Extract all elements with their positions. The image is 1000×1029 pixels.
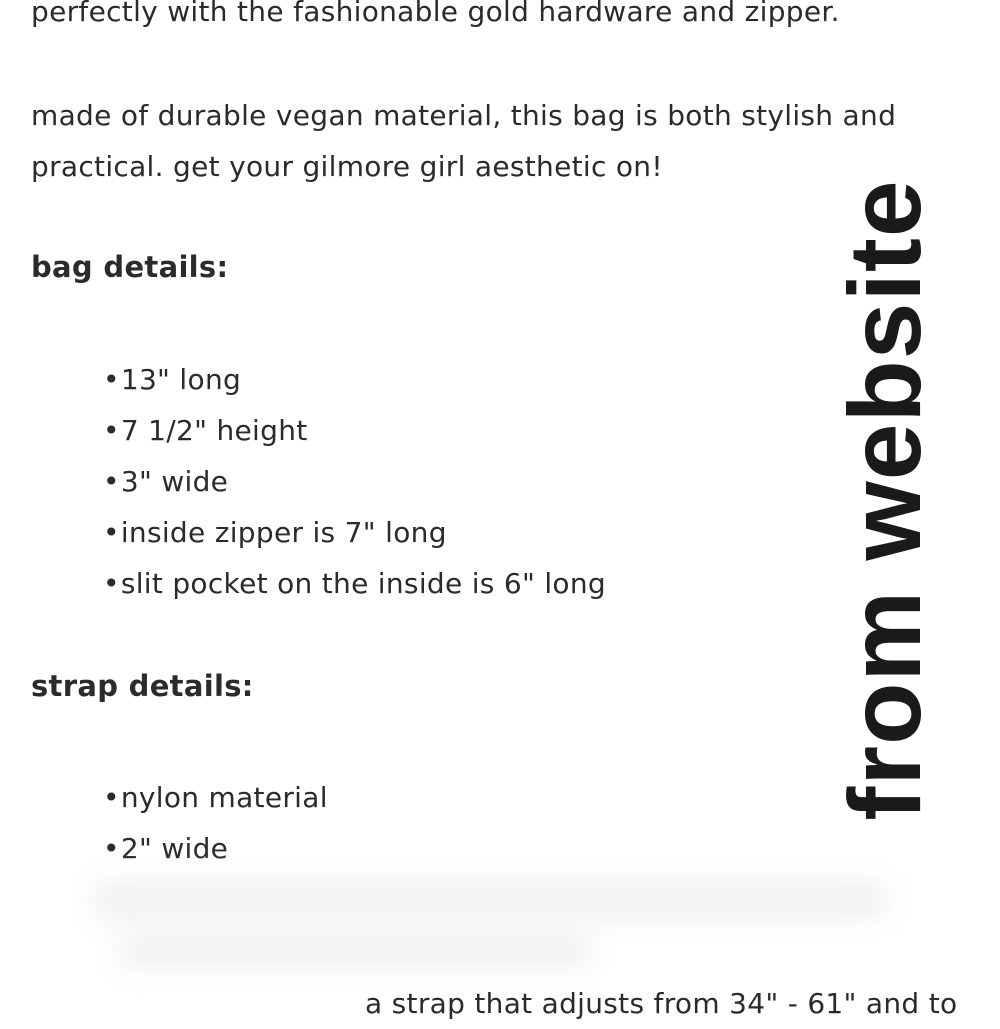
- bag-detail-item: • 13" long: [103, 354, 606, 405]
- intro-line-2: practical. get your gilmore girl aesthetic on!: [31, 150, 663, 183]
- intro-line-1: made of durable vegan material, this bag is both stylish and: [31, 99, 897, 132]
- intro-paragraph-top: [31, 0, 861, 37]
- strap-details-list: [103, 772, 328, 874]
- bag-detail-item: • slit pocket on the inside is 6" long: [103, 558, 606, 609]
- bag-details-list: [103, 354, 606, 609]
- bag-details-heading: bag details:: [31, 250, 229, 284]
- bag-detail-item: • 7 1/2" height: [103, 405, 606, 456]
- from-website-watermark: from website: [828, 179, 942, 821]
- strap-detail-item: • 2" wide: [103, 823, 328, 874]
- strap-adjust-line: a strap that adjusts from 34" - 61" and to: [365, 987, 958, 1020]
- strap-detail-item: • nylon material: [103, 772, 328, 823]
- bag-detail-item: • 3" wide: [103, 456, 606, 507]
- erased-text-smudge: [115, 932, 595, 968]
- intro-line: perfectly with the fashionable gold hardware and zipper.: [31, 0, 840, 28]
- erased-text-smudge: [90, 880, 890, 920]
- intro-paragraph-material: [31, 90, 897, 192]
- bag-detail-item: • inside zipper is 7" long: [103, 507, 606, 558]
- strap-details-heading: strap details:: [31, 669, 254, 703]
